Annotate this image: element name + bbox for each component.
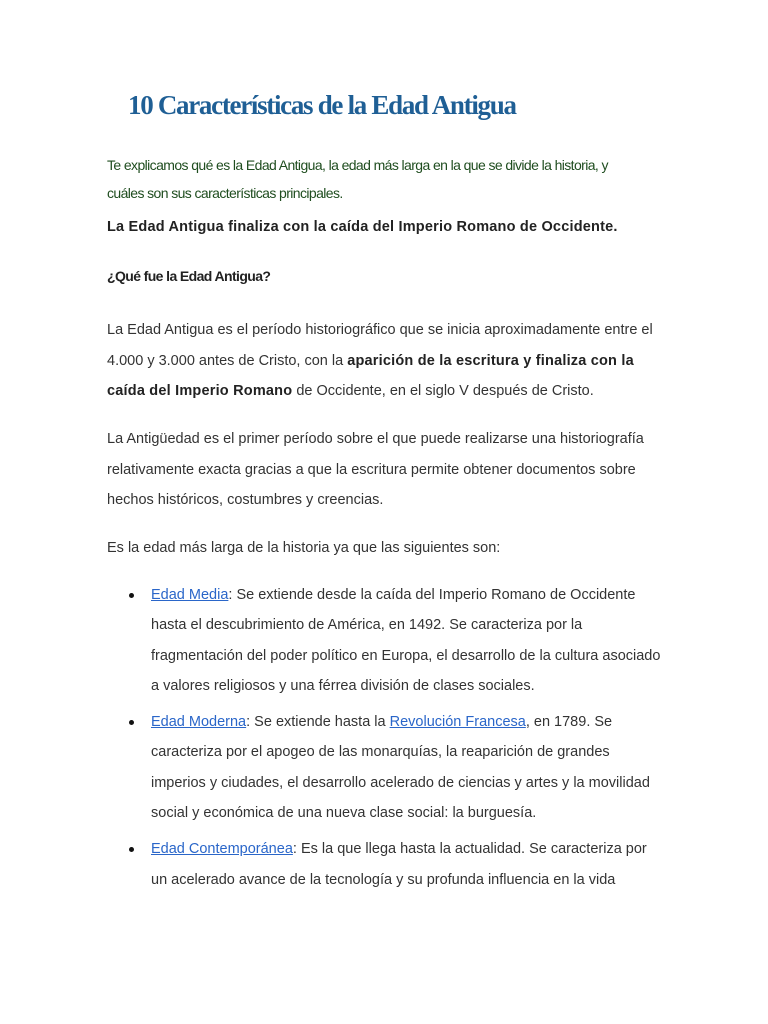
list-item-text: : Es la que llega hasta la actualidad. Se caracteriza por un acelerado avance de la tecnología y su profunda influencia en la vida (151, 841, 647, 888)
link-edad-media[interactable]: Edad Media (151, 587, 229, 603)
bullet-icon (129, 593, 134, 598)
paragraph-text: La Edad Antigua es el período historiográfico que se inicia aproximadamente entre el 4.000 y 3.000 antes de Cristo, con la (107, 322, 653, 369)
list-item-text: : Se extiende desde la caída del Imperio Romano de Occidente hasta el descubrimiento de América, en 1492. Se caracteriza por la fragmentación del poder político en Europa, el desarrollo de la cultura asociado a valores religiosos y una férrea división de clases sociales. (151, 587, 661, 694)
list-item (106, 580, 666, 701)
link-edad-contemporanea[interactable]: Edad Contemporánea (151, 841, 293, 858)
paragraph-bold-text: aparición de la escritura y finaliza con la caída del Imperio Romano (107, 352, 634, 399)
section-heading: ¿Qué fue la Edad Antigua? (107, 268, 271, 284)
bullet-icon (129, 720, 134, 725)
list-item (106, 834, 666, 895)
paragraph-text: de Occidente, en el siglo V después de Cristo. (292, 383, 594, 399)
link-edad-moderna[interactable]: Edad Moderna (151, 714, 247, 731)
bullet-icon (129, 847, 134, 852)
paragraph-antiquity: La Antigüedad es el primer período sobre el que puede realizarse una historiografía relativamente exacta gracias a que la escritura permite obtener documentos sobre hechos históricos, costumbres y creencias. (107, 431, 644, 508)
page-title: 10 Características de la Edad Antigua (128, 90, 516, 120)
subtitle: Te explicamos qué es la Edad Antigua, la edad más larga en la que se divide la historia, y cuáles son sus características principales. (107, 157, 608, 201)
list-item-text: : Se extiende hasta la (246, 714, 390, 731)
list-item (106, 707, 666, 828)
list-item-text: , en 1789. Se caracteriza por el apogeo de las monarquías, la reaparición de grandes imperios y ciudades, el desarrollo acelerado de ciencias y artes y la movilidad social y económica de una nueva clase social: la burguesía. (151, 714, 650, 822)
lead-sentence: La Edad Antigua finaliza con la caída del Imperio Romano de Occidente. (107, 219, 618, 235)
link-revolucion-francesa[interactable]: Revolución Francesa (389, 714, 526, 731)
ages-list (106, 580, 666, 901)
paragraph-definition (107, 315, 672, 407)
paragraph-intro-list: Es la edad más larga de la historia ya que las siguientes son: (107, 540, 501, 556)
